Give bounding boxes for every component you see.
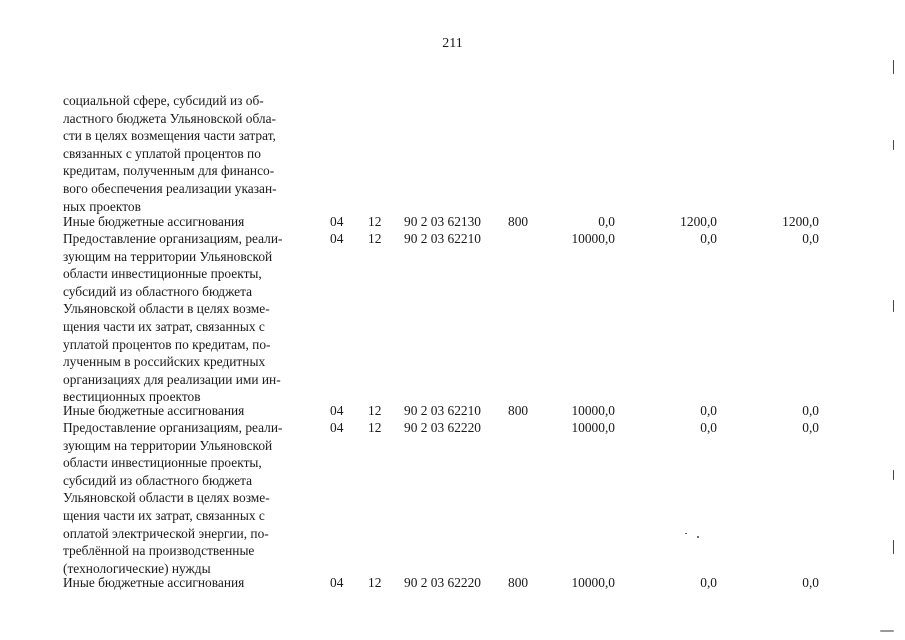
scan-speck <box>893 140 894 150</box>
section-code: 04 <box>330 231 344 246</box>
target-item-code: 90 2 03 62210 <box>404 231 481 246</box>
scan-speck <box>685 533 687 534</box>
row-description: Иные бюджетные ассигнования <box>63 403 245 418</box>
amount-year-3: 1200,0 <box>782 214 819 229</box>
target-item-code: 90 2 03 62210 <box>404 403 481 418</box>
section-code: 04 <box>330 403 344 418</box>
subsection-code: 12 <box>368 231 382 246</box>
row-description: Предоставление организациям, реали- зующим на территории Ульяновской области инвестиционные проекты, субсидий из областного бюджета Ульяновской области в целях возме- щения части их затрат, связанных с оплатой электрической энергии, по- треблённой на производственные (технологические) нужды <box>63 420 283 576</box>
expense-type-code: 800 <box>508 214 529 229</box>
section-code: 04 <box>330 214 344 229</box>
scan-speck <box>880 630 894 632</box>
target-item-code: 90 2 03 62220 <box>404 575 481 590</box>
row-description: Предоставление организациям, реали- зующим на территории Ульяновской области инвестиционные проекты, субсидий из областного бюджета Ульяновской области в целях возме- щения части их затрат, связанных с уплатой процентов по кредитам, по- лученным в российских кредитных организациях для реализации ими ин- вестиционных проектов <box>63 231 283 405</box>
section-code: 04 <box>330 575 344 590</box>
scan-speck <box>893 540 894 554</box>
section-code: 04 <box>330 420 344 435</box>
page-number: 211 <box>442 36 463 51</box>
scan-speck <box>697 536 699 538</box>
amount-year-3: 0,0 <box>802 575 819 590</box>
amount-year-2: 0,0 <box>700 231 717 246</box>
amount-year-1: 10000,0 <box>571 231 615 246</box>
amount-year-3: 0,0 <box>802 403 819 418</box>
expense-type-code: 800 <box>508 403 529 418</box>
amount-year-1: 10000,0 <box>571 575 615 590</box>
amount-year-2: 1200,0 <box>680 214 717 229</box>
subsection-code: 12 <box>368 420 382 435</box>
subsection-code: 12 <box>368 214 382 229</box>
row-description: Иные бюджетные ассигнования <box>63 575 245 590</box>
scan-speck <box>893 60 894 74</box>
row-description: социальной сфере, субсидий из об- ластного бюджета Ульяновской обла- сти в целях возмещения части затрат, связанных с уплатой процентов по кредитам, полученным для финансо- вого обеспечения реализации указан- ных проектов <box>63 93 277 214</box>
scan-speck <box>893 470 894 480</box>
amount-year-2: 0,0 <box>700 420 717 435</box>
amount-year-3: 0,0 <box>802 420 819 435</box>
amount-year-2: 0,0 <box>700 403 717 418</box>
target-item-code: 90 2 03 62130 <box>404 214 481 229</box>
subsection-code: 12 <box>368 575 382 590</box>
amount-year-1: 0,0 <box>598 214 615 229</box>
target-item-code: 90 2 03 62220 <box>404 420 481 435</box>
amount-year-1: 10000,0 <box>571 420 615 435</box>
amount-year-3: 0,0 <box>802 231 819 246</box>
subsection-code: 12 <box>368 403 382 418</box>
amount-year-1: 10000,0 <box>571 403 615 418</box>
row-description: Иные бюджетные ассигнования <box>63 214 245 229</box>
amount-year-2: 0,0 <box>700 575 717 590</box>
expense-type-code: 800 <box>508 575 529 590</box>
scan-speck <box>893 300 894 312</box>
